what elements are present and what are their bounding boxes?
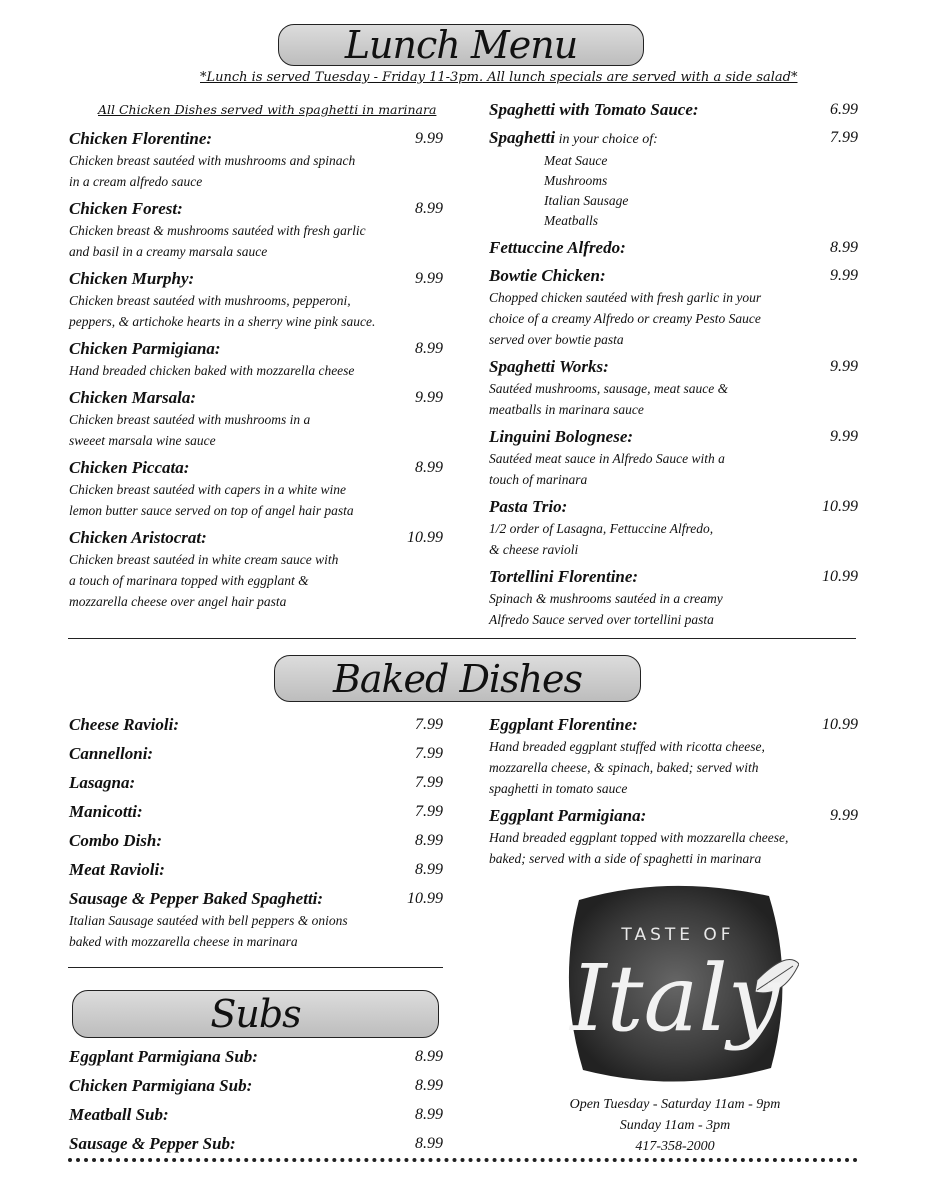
baked-left-column — [69, 714, 443, 959]
lunch-left-column — [69, 128, 443, 618]
menu-item — [69, 772, 443, 794]
menu-item-description: meatballs in marinara sauce — [489, 402, 644, 417]
menu-item-price: 7.99 — [415, 774, 443, 791]
menu-item-name — [489, 265, 858, 287]
menu-item-name — [69, 714, 443, 736]
menu-item-description: mozzarella cheese, & spinach, baked; served with — [489, 760, 759, 775]
menu-item — [69, 859, 443, 881]
hours-info — [520, 1094, 830, 1157]
menu-item-price: 9.99 — [415, 270, 443, 287]
logo-main-text: Italy — [570, 945, 780, 1052]
lunch-menu-title: Lunch Menu — [344, 23, 578, 67]
chicken-note: All Chicken Dishes served with spaghetti in marinara — [98, 102, 437, 117]
menu-item — [489, 99, 858, 121]
menu-item-price: 9.99 — [830, 428, 858, 445]
menu-item — [69, 714, 443, 736]
baked-right-column — [489, 714, 858, 875]
menu-item — [489, 566, 858, 630]
menu-item-name — [69, 527, 443, 549]
menu-item-description: choice of a creamy Alfredo or creamy Pesto Sauce — [489, 311, 761, 326]
menu-item-name-text: Chicken Marsala: — [69, 388, 197, 407]
menu-item-description: Chicken breast sautéed with mushrooms, pepperoni, — [69, 293, 351, 308]
menu-item-description: Chicken breast & mushrooms sautéed with fresh garlic — [69, 223, 366, 238]
menu-item-option: Meat Sauce — [544, 153, 608, 168]
menu-item — [69, 1046, 443, 1068]
menu-item — [69, 198, 443, 262]
menu-item — [69, 801, 443, 823]
menu-item-price: 8.99 — [415, 340, 443, 357]
menu-item — [69, 338, 443, 381]
menu-item-price: 8.99 — [415, 1135, 443, 1152]
menu-item — [489, 356, 858, 420]
menu-item-price: 8.99 — [415, 200, 443, 217]
menu-item-price: 9.99 — [830, 807, 858, 824]
menu-item-option: Italian Sausage — [544, 193, 629, 208]
menu-item-description: sweeet marsala wine sauce — [69, 433, 216, 448]
menu-item — [489, 265, 858, 350]
menu-item-description: Alfredo Sauce served over tortellini pasta — [489, 612, 714, 627]
menu-item-description: Italian Sausage sautéed with bell peppers & onions — [69, 913, 348, 928]
menu-item-name-text: Meat Ravioli: — [69, 860, 165, 879]
menu-item-name — [69, 387, 443, 409]
menu-item-name-text: Pasta Trio: — [489, 497, 568, 516]
menu-item-name-extra: in your choice of: — [555, 132, 658, 147]
menu-item-name — [69, 1133, 443, 1155]
menu-item-name-text: Linguini Bolognese: — [489, 427, 634, 446]
menu-item — [489, 805, 858, 869]
menu-item-description: Spinach & mushrooms sautéed in a creamy — [489, 591, 723, 606]
menu-item-description: a touch of marinara topped with eggplant & — [69, 573, 309, 588]
menu-item-name-text: Lasagna: — [69, 773, 136, 792]
menu-item-name-text: Cannelloni: — [69, 744, 154, 763]
menu-item-name-text: Sausage & Pepper Baked Spaghetti: — [69, 889, 324, 908]
menu-item-name-text: Bowtie Chicken: — [489, 266, 606, 285]
menu-item-description: lemon butter sauce served on top of angel hair pasta — [69, 503, 354, 518]
menu-item-price: 6.99 — [830, 101, 858, 118]
menu-item-name — [489, 237, 858, 259]
menu-item-price: 9.99 — [830, 267, 858, 284]
menu-item-name-text: Cheese Ravioli: — [69, 715, 180, 734]
lunch-menu-title-banner — [278, 24, 644, 66]
menu-item-price: 8.99 — [415, 1106, 443, 1123]
divider-lunch — [68, 638, 856, 639]
menu-item-description: Chopped chicken sautéed with fresh garlic in your — [489, 290, 762, 305]
menu-item-name — [489, 496, 858, 518]
menu-item-price: 8.99 — [415, 459, 443, 476]
menu-item-name — [69, 859, 443, 881]
menu-item-description: Chicken breast sautéed in white cream sauce with — [69, 552, 339, 567]
phone-number: 417-358-2000 — [635, 1139, 715, 1154]
menu-item-name-text: Eggplant Parmigiana Sub: — [69, 1047, 258, 1066]
menu-item — [69, 1133, 443, 1155]
menu-item-name-text: Eggplant Parmigiana: — [489, 806, 647, 825]
menu-item-price: 8.99 — [415, 1077, 443, 1094]
menu-item-name-text: Chicken Piccata: — [69, 458, 190, 477]
menu-item-description: Sautéed mushrooms, sausage, meat sauce & — [489, 381, 729, 396]
dotted-divider — [68, 1158, 858, 1162]
menu-item-name-text: Chicken Forest: — [69, 199, 183, 218]
menu-item-name — [489, 99, 858, 121]
subs-title: Subs — [210, 992, 301, 1036]
menu-item-price: 9.99 — [415, 130, 443, 147]
menu-item-option: Meatballs — [544, 213, 598, 228]
menu-item-name-text: Manicotti: — [69, 802, 143, 821]
subs-title-banner — [72, 990, 439, 1038]
menu-item-name-text: Combo Dish: — [69, 831, 163, 850]
menu-item-name — [489, 566, 858, 588]
menu-item-price: 8.99 — [415, 832, 443, 849]
menu-item-name — [69, 268, 443, 290]
menu-item-name — [489, 805, 858, 827]
menu-item-name-text: Chicken Murphy: — [69, 269, 195, 288]
menu-item — [69, 888, 443, 952]
menu-item — [489, 714, 858, 799]
menu-item-price: 8.99 — [830, 239, 858, 256]
menu-item — [69, 387, 443, 451]
menu-item-description: and basil in a creamy marsala sauce — [69, 244, 268, 259]
menu-item-name-text: Fettuccine Alfredo: — [489, 238, 626, 257]
menu-item-name-text: Tortellini Florentine: — [489, 567, 639, 586]
menu-item-price: 7.99 — [415, 716, 443, 733]
menu-item-price: 10.99 — [407, 890, 443, 907]
menu-item-price: 8.99 — [415, 861, 443, 878]
taste-of-italy-logo — [557, 880, 799, 1088]
menu-item-price: 7.99 — [415, 803, 443, 820]
baked-dishes-title-banner — [274, 655, 641, 702]
menu-item-name — [69, 772, 443, 794]
menu-item-description: & cheese ravioli — [489, 542, 579, 557]
menu-item-name-text: Spaghetti with Tomato Sauce: — [489, 100, 699, 119]
logo-graphic — [557, 880, 799, 1088]
menu-item-name — [489, 127, 858, 151]
subs-column — [69, 1046, 443, 1162]
menu-item-description: Chicken breast sautéed with mushrooms in a — [69, 412, 311, 427]
menu-item-price: 7.99 — [415, 745, 443, 762]
menu-item-description: Hand breaded chicken baked with mozzarella cheese — [69, 363, 355, 378]
menu-item-name — [69, 743, 443, 765]
menu-item-option: Mushrooms — [544, 173, 608, 188]
menu-item-name — [489, 356, 858, 378]
menu-item-name-text: Meatball Sub: — [69, 1105, 169, 1124]
menu-item — [69, 527, 443, 612]
menu-item — [69, 1075, 443, 1097]
menu-item-name-text: Eggplant Florentine: — [489, 715, 638, 734]
menu-item-name — [69, 338, 443, 360]
menu-item — [489, 127, 858, 231]
menu-item-name-text: Sausage & Pepper Sub: — [69, 1134, 236, 1153]
menu-item — [69, 457, 443, 521]
menu-item-price: 10.99 — [822, 568, 858, 585]
menu-item-price: 7.99 — [830, 129, 858, 146]
menu-item-name — [69, 801, 443, 823]
menu-item-description: mozzarella cheese over angel hair pasta — [69, 594, 287, 609]
menu-item-name-text: Chicken Florentine: — [69, 129, 213, 148]
menu-item-description: served over bowtie pasta — [489, 332, 624, 347]
divider-baked — [68, 967, 443, 968]
menu-item — [69, 1104, 443, 1126]
menu-item-name — [69, 1104, 443, 1126]
menu-item-description: touch of marinara — [489, 472, 588, 487]
menu-item-name-text: Chicken Aristocrat: — [69, 528, 207, 547]
hours-sunday: Sunday 11am - 3pm — [619, 1118, 731, 1133]
menu-item — [69, 830, 443, 852]
menu-item-price: 8.99 — [415, 1048, 443, 1065]
menu-item — [69, 743, 443, 765]
menu-item-name-text: Chicken Parmigiana Sub: — [69, 1076, 253, 1095]
logo-top-text: TASTE OF — [621, 925, 735, 945]
menu-item-description: Sautéed meat sauce in Alfredo Sauce with a — [489, 451, 725, 466]
baked-dishes-title: Baked Dishes — [332, 656, 583, 701]
menu-item-name-text: Chicken Parmigiana: — [69, 339, 221, 358]
menu-item-name — [69, 1046, 443, 1068]
menu-item-name — [69, 128, 443, 150]
hours-weekday: Open Tuesday - Saturday 11am - 9pm — [569, 1097, 781, 1112]
menu-item-name-text: Spaghetti — [489, 128, 556, 147]
menu-item-name — [69, 888, 443, 910]
menu-item — [489, 496, 858, 560]
menu-item — [489, 426, 858, 490]
menu-item-name — [69, 830, 443, 852]
menu-item-name — [489, 426, 858, 448]
menu-item-name — [69, 1075, 443, 1097]
menu-item-price: 9.99 — [415, 389, 443, 406]
menu-item-description: Chicken breast sautéed with mushrooms and spinach — [69, 153, 356, 168]
menu-item-name — [69, 198, 443, 220]
menu-item-description: 1/2 order of Lasagna, Fettuccine Alfredo, — [489, 521, 714, 536]
menu-item-description: Hand breaded eggplant stuffed with ricotta cheese, — [489, 739, 765, 754]
menu-item — [69, 128, 443, 192]
menu-item-description: peppers, & artichoke hearts in a sherry wine pink sauce. — [69, 314, 376, 329]
menu-item-description: in a cream alfredo sauce — [69, 174, 203, 189]
menu-item-name — [489, 714, 858, 736]
menu-item-description: baked; served with a side of spaghetti in marinara — [489, 851, 762, 866]
menu-item — [489, 237, 858, 259]
menu-item-description: Hand breaded eggplant topped with mozzarella cheese, — [489, 830, 789, 845]
menu-item-price: 10.99 — [407, 529, 443, 546]
lunch-subtitle: *Lunch is served Tuesday - Friday 11-3pm. All lunch specials are served with a side salad* — [200, 70, 798, 85]
menu-item-price: 9.99 — [830, 358, 858, 375]
menu-item-description: Chicken breast sautéed with capers in a white wine — [69, 482, 346, 497]
menu-item-description: baked with mozzarella cheese in marinara — [69, 934, 298, 949]
lunch-right-column — [489, 99, 858, 636]
menu-item-price: 10.99 — [822, 498, 858, 515]
menu-item-name — [69, 457, 443, 479]
menu-item — [69, 268, 443, 332]
menu-item-description: spaghetti in tomato sauce — [489, 781, 628, 796]
menu-item-name-text: Spaghetti Works: — [489, 357, 609, 376]
menu-item-price: 10.99 — [822, 716, 858, 733]
